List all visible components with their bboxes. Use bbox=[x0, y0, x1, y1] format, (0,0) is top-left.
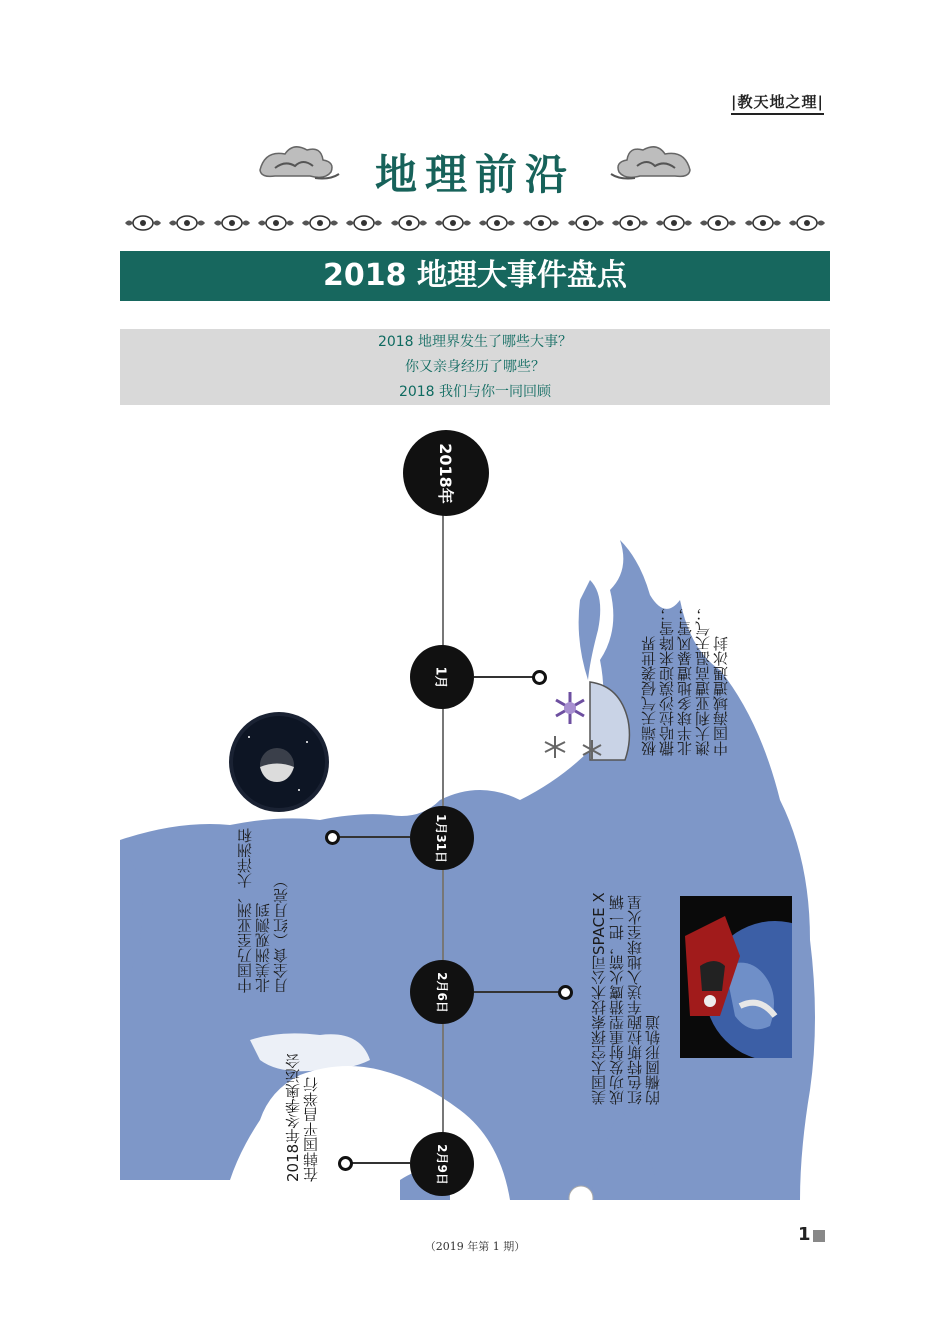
snowflake-icon bbox=[540, 680, 640, 762]
ornament-icon bbox=[258, 214, 294, 232]
event-text-jan: 极端天气侵袭世界 撒哈拉沙漠迎来降雪； 北半球多地遭暴风雪； 澳大利亚遭高温天气； 中国海域遭遇冰封 bbox=[640, 606, 730, 756]
timeline-connector bbox=[336, 836, 410, 838]
cloud-ornament-icon bbox=[610, 140, 695, 185]
article-banner-title: 2018 地理大事件盘点 bbox=[120, 251, 830, 301]
ornament-icon bbox=[612, 214, 648, 232]
intro-line: 2018 地理界发生了哪些大事？ bbox=[377, 334, 573, 350]
intro-line: 你又亲身经历了哪些？ bbox=[405, 359, 545, 375]
event-text-feb6: 美国太空探索技术公司SPACE X 成功发射重型猎鹰火箭，把一辆 红色特斯拉跑车送入地球至火星 的椭圆形轨道 bbox=[590, 892, 662, 1105]
ornament-icon bbox=[568, 214, 604, 232]
ornament-icon bbox=[125, 214, 161, 232]
moon-eclipse-icon bbox=[229, 712, 329, 812]
timeline-connector bbox=[350, 1162, 410, 1164]
ornament-icon bbox=[523, 214, 559, 232]
timeline-dot bbox=[338, 1156, 353, 1171]
ornament-icon bbox=[169, 214, 205, 232]
ornament-icon bbox=[479, 214, 515, 232]
intro-line: 2018 我们与你一同回顾 bbox=[398, 384, 552, 400]
ornament-icon bbox=[745, 214, 781, 232]
ornament-icon bbox=[435, 214, 471, 232]
ornament-icon bbox=[214, 214, 250, 232]
timeline-dot bbox=[325, 830, 340, 845]
ornament-icon bbox=[346, 214, 382, 232]
intro-box bbox=[120, 329, 830, 405]
event-text-jan31: 中国乃至亚洲、大洋洲和 北美洲观测到 月全食（红月亮） bbox=[236, 828, 290, 993]
timeline-year-node: 2018年 bbox=[403, 430, 489, 516]
decorative-border bbox=[125, 210, 825, 236]
ornament-icon bbox=[302, 214, 338, 232]
world-map-background bbox=[120, 420, 830, 1200]
page-marker-square bbox=[813, 1230, 825, 1242]
timeline-node-feb9: 2月9日 bbox=[410, 1132, 474, 1196]
timeline-connector bbox=[474, 676, 534, 678]
ornament-icon bbox=[391, 214, 427, 232]
timeline-connector bbox=[474, 991, 560, 993]
timeline-dot bbox=[558, 985, 573, 1000]
olympic-snow-icon bbox=[566, 1180, 596, 1200]
cloud-ornament-icon bbox=[255, 140, 340, 185]
timeline-node-jan31: 1月31日 bbox=[410, 806, 474, 870]
ornament-icon bbox=[656, 214, 692, 232]
column-tag: |教天地之理| bbox=[731, 93, 824, 111]
column-tag-underline bbox=[731, 113, 824, 115]
ornament-icon bbox=[700, 214, 736, 232]
issue-label: （2019 年第 1 期） bbox=[424, 1240, 526, 1253]
tesla-earth-photo bbox=[680, 896, 792, 1058]
timeline-node-jan: 1月 bbox=[410, 645, 474, 709]
ornament-icon bbox=[789, 214, 825, 232]
event-text-feb9: 2018年冬季奥运会 在韩国平昌举行 bbox=[284, 1053, 320, 1182]
timeline-node-feb6: 2月6日 bbox=[410, 960, 474, 1024]
section-title: 地理前沿 bbox=[374, 150, 575, 199]
page-number: 1 bbox=[798, 1224, 811, 1245]
